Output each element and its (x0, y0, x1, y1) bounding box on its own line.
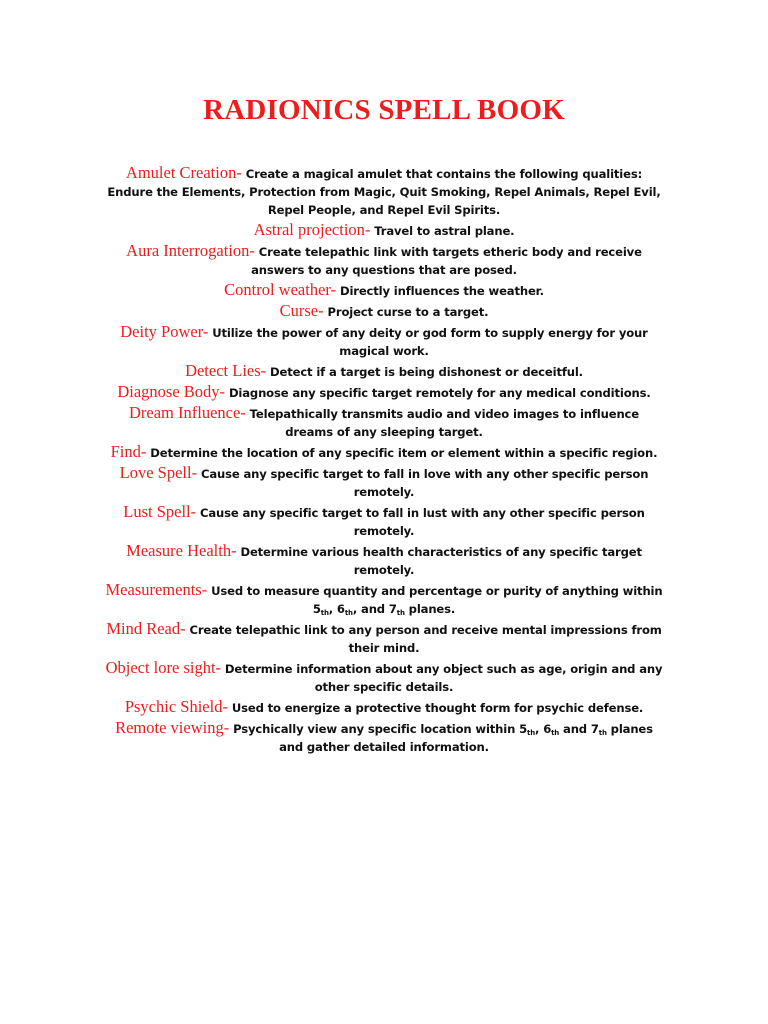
spell-description: Telepathically transmits audio and video images to influence dreams of any sleeping target. (245, 407, 639, 439)
spell-description: Travel to astral plane. (370, 224, 515, 238)
spell-entry-measure-health (104, 542, 664, 579)
spell-term: Dream Influence- (128, 403, 246, 422)
spell-description: Directly influences the weather. (336, 284, 544, 298)
spell-description: Detect if a target is being dishonest or deceitful. (266, 365, 583, 379)
spell-entry-mind-read (104, 620, 664, 657)
spell-term: Object lore sight- (105, 658, 222, 677)
spell-term: Diagnose Body- (117, 382, 226, 401)
spell-description: Used to energize a protective thought form for psychic defense. (227, 701, 644, 715)
spell-entry-deity-power (104, 323, 664, 360)
spell-term: Love Spell- (119, 463, 198, 482)
spell-term: Deity Power- (120, 322, 209, 341)
spell-term: Astral projection- (253, 220, 371, 239)
spell-entry-love-spell (104, 464, 664, 501)
spell-description: Create telepathic link with targets etheric body and receive answers to any questions that are posed. (251, 245, 642, 277)
spell-description: Diagnose any specific target remotely for any medical conditions. (225, 386, 651, 400)
spell-term: Lust Spell- (123, 502, 197, 521)
spell-entry-control-weather (104, 281, 664, 300)
spell-description: Project curse to a target. (323, 305, 489, 319)
spell-description: Determine information about any object such as age, origin and any other specific details. (221, 662, 663, 694)
spell-entry-aura-interrogation (104, 242, 664, 279)
page-title: RADIONICS SPELL BOOK (203, 94, 565, 126)
spell-description: Create telepathic link to any person and receive mental impressions from their mind. (185, 623, 662, 655)
spell-term: Control weather- (224, 280, 337, 299)
spell-term: Measurements- (105, 580, 208, 599)
spell-entry-object-lore-sight (104, 659, 664, 696)
spell-term: Curse- (279, 301, 324, 320)
spell-term: Aura Interrogation- (126, 241, 255, 260)
spell-term: Mind Read- (106, 619, 186, 638)
spell-term: Find- (110, 442, 147, 461)
spell-term: Measure Health- (126, 541, 237, 560)
spell-description: Used to measure quantity and percentage or purity of anything within $5_{th}$, $6_{th}$, and $7_{th}$ planes. (207, 584, 663, 617)
spell-description: Utilize the power of any deity or god form to supply energy for your magical work. (208, 326, 648, 358)
spell-entry-curse (104, 302, 664, 321)
spell-entry-dream-influence (104, 404, 664, 441)
spell-term: Detect Lies- (185, 361, 267, 380)
spell-entry-remote-viewing (104, 719, 664, 756)
spell-term: Psychic Shield- (124, 697, 228, 716)
spell-entry-lust-spell (104, 503, 664, 540)
spell-entry-astral-projection (104, 221, 664, 240)
spell-entry-amulet-creation (104, 164, 664, 219)
spell-description: Determine various health characteristics of any specific target remotely. (236, 545, 642, 577)
spell-entry-diagnose-body (104, 383, 664, 402)
spell-entry-detect-lies (104, 362, 664, 381)
spell-description: Determine the location of any specific item or element within a specific region. (146, 446, 658, 460)
spell-description: Cause any specific target to fall in lust with any other specific person remotely. (196, 506, 645, 538)
spell-description: Create a magical amulet that contains the following qualities: Endure the Elements, Protection from Magic, Quit Smoking, Repel Animals, Repel Evil, Repel People, and Repel Evil Spirits. (107, 167, 661, 217)
spell-entry-psychic-shield (104, 698, 664, 717)
spell-description: Cause any specific target to fall in love with any other specific person remotely. (197, 467, 649, 499)
spell-entry-find (104, 443, 664, 462)
spell-list (104, 164, 664, 758)
spell-description: Psychically view any specific location within $5_{th}$, $6_{th}$ and $7_{th}$ planes and gather detailed information. (229, 722, 653, 754)
spell-term: Amulet Creation- (125, 163, 242, 182)
spell-entry-measurements (104, 581, 664, 618)
spell-term: Remote viewing- (115, 718, 230, 737)
